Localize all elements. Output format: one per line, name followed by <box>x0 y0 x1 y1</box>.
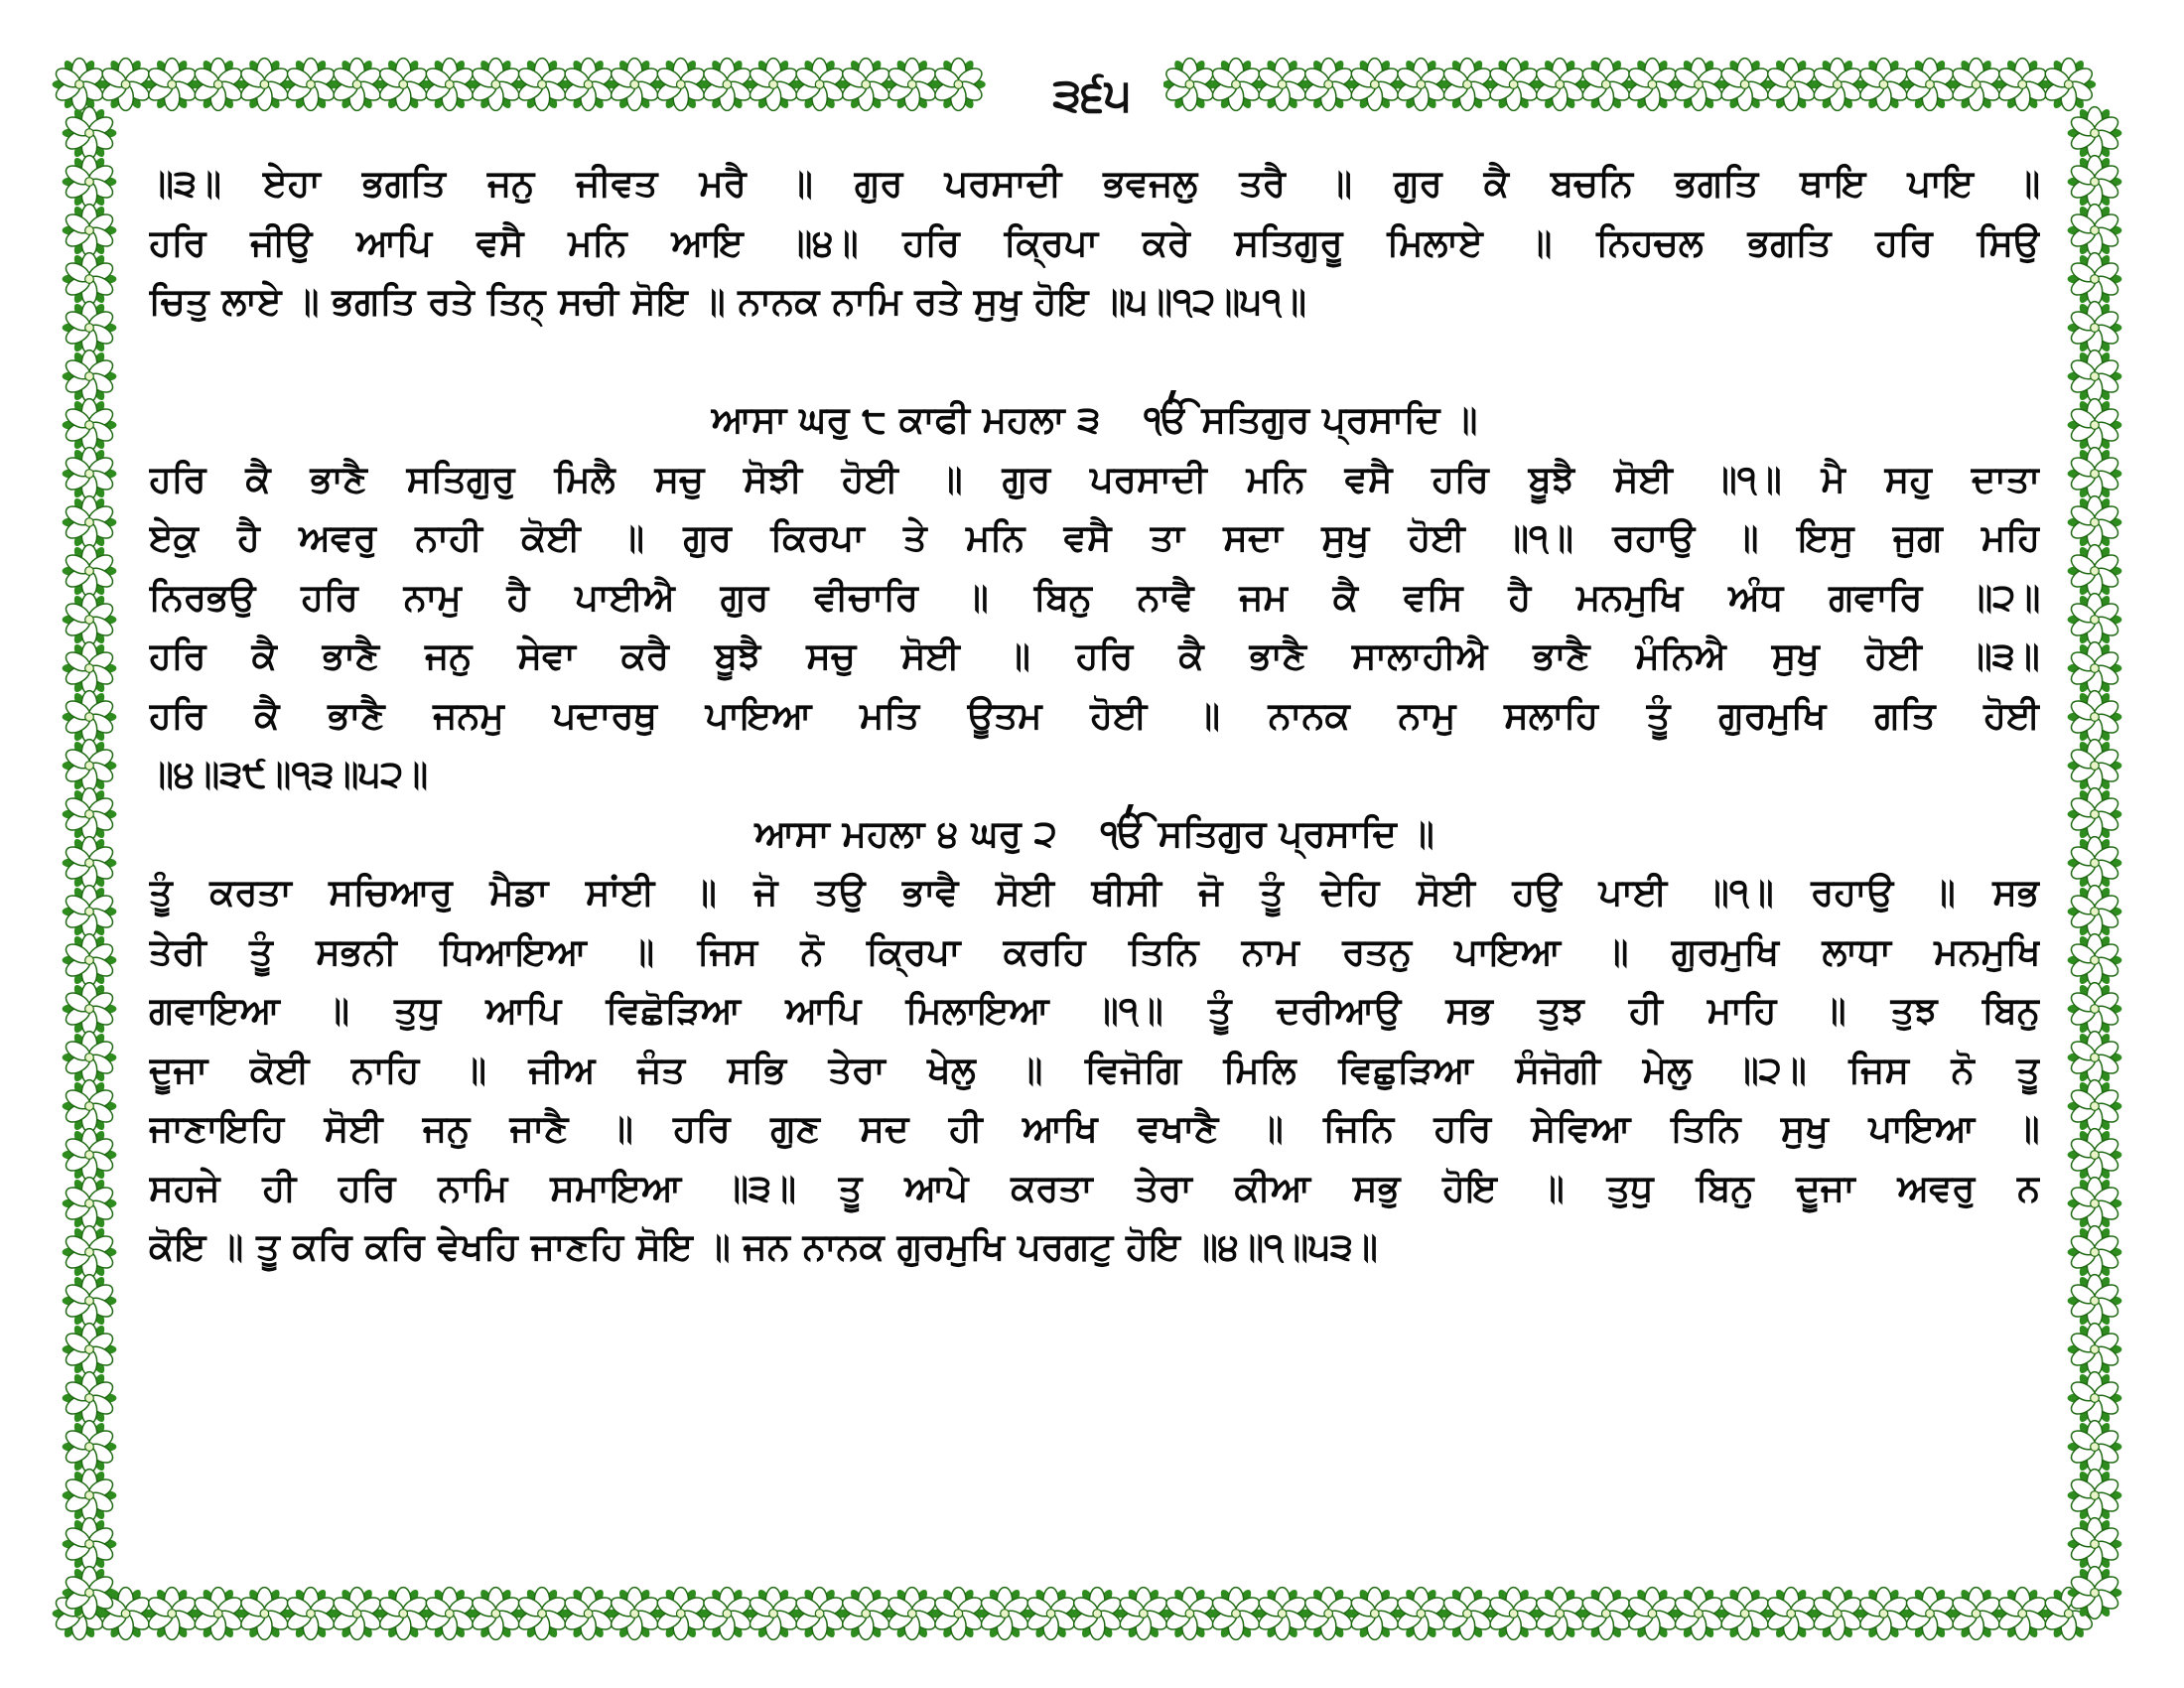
flower-ornament <box>63 1324 117 1376</box>
flower-ornament <box>63 788 117 841</box>
flower-ornament <box>747 1588 801 1640</box>
verse-line: ॥੩॥ ਏਹਾ ਭਗਤਿ ਜਨੁ ਜੀਵਤ ਮਰੈ ॥ ਗੁਰ ਪਰਸਾਦੀ ਭਵਜਲੁ ਤਰੈ ॥ ਗੁਰ ਕੈ ਬਚਨਿ ਭਗਤਿ ਥਾਇ ਪਾਇ ॥ <box>149 162 2040 205</box>
flower-ornament <box>63 1129 117 1182</box>
flower-ornament <box>376 59 431 111</box>
flower-ornament <box>1255 1588 1309 1640</box>
flower-ornament <box>1394 59 1448 111</box>
flower-ornament <box>63 1372 117 1425</box>
flower-ornament <box>2068 1275 2122 1328</box>
flower-ornament <box>2068 1178 2122 1230</box>
flower-ornament <box>2068 351 2122 403</box>
flower-ornament <box>2068 399 2122 452</box>
flower-ornament <box>2068 642 2122 695</box>
flower-ornament <box>792 59 847 111</box>
flower-ornament <box>63 107 117 160</box>
flower-ornament <box>931 1588 986 1640</box>
flower-ornament <box>653 59 708 111</box>
flower-ornament <box>145 1588 200 1640</box>
flower-ornament <box>2068 448 2122 500</box>
flower-ornament <box>469 1588 523 1640</box>
flower-ornament <box>1070 1588 1125 1640</box>
flower-ornament <box>1903 59 1958 111</box>
flower-ornament <box>63 594 117 646</box>
flower-ornament <box>515 59 570 111</box>
flower-ornament <box>63 1518 117 1571</box>
flower-ornament <box>63 448 117 500</box>
flower-ornament <box>2068 788 2122 841</box>
flower-ornament <box>885 1588 939 1640</box>
verse-line: ਜਾਣਾਇਹਿ ਸੋਈ ਜਨੁ ਜਾਣੈ ॥ ਹਰਿ ਗੁਣ ਸਦ ਹੀ ਆਖਿ ਵਖਾਣੈ ॥ ਜਿਨਿ ਹਰਿ ਸੇਵਿਆ ਤਿਨਿ ਸੁਖੁ ਪਾਇਆ ॥ <box>149 1107 2040 1150</box>
flower-ornament <box>2068 496 2122 549</box>
flower-ornament <box>63 1470 117 1522</box>
flower-ornament <box>839 59 893 111</box>
verse-line: ਕੋਇ ॥ ਤੂ ਕਰਿ ਕਰਿ ਵੇਖਹਿ ਜਾਣਹਿ ਸੋਇ ॥ ਜਨ ਨਾਨਕ ਗੁਰਮੁਖਿ ਪਰਗਟੁ ਹੋਇ ॥੪॥੧॥੫੩॥ <box>149 1225 1378 1268</box>
flower-ornament <box>1347 1588 1402 1640</box>
flower-ornament <box>2068 1470 2122 1522</box>
flower-ornament <box>2068 205 2122 257</box>
flower-ornament <box>2068 1372 2122 1425</box>
flower-ornament <box>1255 59 1309 111</box>
flower-ornament <box>284 59 339 111</box>
flower-ornament <box>237 1588 292 1640</box>
flower-ornament <box>700 59 754 111</box>
flower-ornament <box>1578 1588 1633 1640</box>
flower-ornament <box>1486 1588 1541 1640</box>
flower-ornament <box>2068 886 2122 938</box>
verse-text <box>149 154 2040 1277</box>
flower-ornament <box>63 1421 117 1474</box>
flower-ornament <box>1856 1588 1911 1640</box>
flower-ornament <box>63 642 117 695</box>
flower-ornament <box>63 1275 117 1328</box>
flower-ornament <box>63 253 117 306</box>
flower-ornament <box>608 1588 662 1640</box>
verse-line: ਹਰਿ ਕੈ ਭਾਣੈ ਜਨਮੁ ਪਦਾਰਥੁ ਪਾਇਆ ਮਤਿ ਊਤਮ ਹੋਈ ॥ ਨਾਨਕ ਨਾਮੁ ਸਲਾਹਿ ਤੂੰ ਗੁਰਮੁਖਿ ਗਤਿ ਹੋਈ <box>149 693 2040 737</box>
flower-ornament <box>1717 59 1772 111</box>
flower-ornament <box>63 351 117 403</box>
flower-ornament <box>376 1588 431 1640</box>
flower-ornament <box>284 1588 339 1640</box>
heading-title: ਆਸਾ ਮਹਲਾ ੪ ਘਰੁ ੨ <box>754 811 1057 855</box>
flower-ornament <box>63 1178 117 1230</box>
flower-ornament <box>2068 1080 2122 1133</box>
verse-line: ਤੇਰੀ ਤੂੰ ਸਭਨੀ ਧਿਆਇਆ ॥ ਜਿਸ ਨੋ ਕ੍ਰਿਪਾ ਕਰਹਿ ਤਿਨਿ ਨਾਮ ਰਤਨੁ ਪਾਇਆ ॥ ਗੁਰਮੁਖਿ ਲਾਧਾ ਮਨਮੁਖਿ <box>149 929 2040 973</box>
invocation <box>1144 390 1477 450</box>
flower-ornament <box>422 59 477 111</box>
flower-ornament <box>1533 59 1587 111</box>
flower-ornament <box>1903 1588 1958 1640</box>
flower-ornament <box>1578 59 1633 111</box>
invocation-text: ੴ ਸਤਿਗੁਰ ਪ੍ਰਸਾਦਿ ॥ <box>1100 811 1434 855</box>
flower-ornament <box>63 545 117 598</box>
flower-ornament <box>1810 59 1864 111</box>
flower-ornament <box>2068 302 2122 354</box>
flower-ornament <box>561 59 615 111</box>
flower-ornament <box>63 740 117 792</box>
verse-line: ਏਕੁ ਹੈ ਅਵਰੁ ਨਾਹੀ ਕੋਈ ॥ ਗੁਰ ਕਿਰਪਾ ਤੇ ਮਨਿ ਵਸੈ ਤਾ ਸਦਾ ਸੁਖੁ ਹੋਈ ॥੧॥ ਰਹਾਉ ॥ ਇਸੁ ਜੁਗ ਮਹਿ <box>149 516 2040 559</box>
verse-line: ਹਰਿ ਕੈ ਭਾਣੈ ਜਨੁ ਸੇਵਾ ਕਰੈ ਬੂਝੈ ਸਚੁ ਸੋਈ ॥ ਹਰਿ ਕੈ ਭਾਣੈ ਸਾਲਾਹੀਐ ਭਾਣੈ ਮੰਨਿਐ ਸੁਖੁ ਹੋਈ ॥੩॥ <box>149 634 2040 677</box>
flower-ornament <box>2068 253 2122 306</box>
flower-ornament <box>2068 837 2122 890</box>
flower-ornament <box>2068 1226 2122 1279</box>
flower-ornament <box>1995 1588 2050 1640</box>
flower-ornament <box>63 934 117 987</box>
section-heading <box>149 390 2040 450</box>
verse-line: ਚਿਤੁ ਲਾਏ ॥ ਭਗਤਿ ਰਤੇ ਤਿਨ੍ ਸਚੀ ਸੋਇ ॥ ਨਾਨਕ ਨਾਮਿ ਰਤੇ ਸੁਖੁ ਹੋਇ ॥੫॥੧੨॥੫੧॥ <box>149 280 1306 323</box>
flower-ornament <box>63 399 117 452</box>
verse-line: ਸਹਜੇ ਹੀ ਹਰਿ ਨਾਮਿ ਸਮਾਇਆ ॥੩॥ ਤੂ ਆਪੇ ਕਰਤਾ ਤੇਰਾ ਕੀਆ ਸਭੁ ਹੋਇ ॥ ਤੁਧੁ ਬਿਨੁ ਦੂਜਾ ਅਵਰੁ ਨ <box>149 1166 2040 1209</box>
flower-ornament <box>145 59 200 111</box>
flower-ornament <box>1440 59 1495 111</box>
verse-line: ਦੂਜਾ ਕੋਈ ਨਾਹਿ ॥ ਜੀਅ ਜੰਤ ਸਭਿ ਤੇਰਾ ਖੇਲੁ ॥ ਵਿਜੋਗਿ ਮਿਲਿ ਵਿਛੁੜਿਆ ਸੰਜੋਗੀ ਮੇਲੁ ॥੨॥ ਜਿਸ ਨੋ ਤੂ <box>149 1048 2040 1091</box>
flower-ornament <box>1301 1588 1356 1640</box>
flower-ornament <box>2068 1324 2122 1376</box>
flower-ornament <box>2068 594 2122 646</box>
flower-ornament <box>561 1588 615 1640</box>
flower-ornament <box>700 1588 754 1640</box>
flower-ornament <box>653 1588 708 1640</box>
flower-ornament <box>422 1588 477 1640</box>
flower-ornament <box>978 1588 1032 1640</box>
flower-ornament <box>1162 1588 1217 1640</box>
flower-ornament <box>63 886 117 938</box>
flower-ornament <box>1625 59 1680 111</box>
flower-ornament <box>515 1588 570 1640</box>
flower-ornament <box>1995 59 2050 111</box>
flower-ornament <box>1486 59 1541 111</box>
flower-ornament <box>1717 1588 1772 1640</box>
ikonkar-arc-icon <box>1163 390 1283 408</box>
flower-ornament <box>63 205 117 257</box>
flower-ornament <box>1949 59 2003 111</box>
flower-ornament <box>1764 1588 1819 1640</box>
flower-ornament <box>2068 934 2122 987</box>
flower-ornament <box>608 59 662 111</box>
flower-ornament <box>2068 107 2122 160</box>
page-number: ੩੬੫ <box>1052 68 1132 121</box>
flower-ornament <box>98 59 153 111</box>
flower-ornament <box>1856 59 1911 111</box>
flower-ornament <box>747 59 801 111</box>
flower-ornament <box>1116 1588 1170 1640</box>
flower-ornament <box>2068 983 2122 1036</box>
flower-ornament <box>330 59 384 111</box>
flower-ornament <box>2068 1032 2122 1084</box>
page-number-box <box>1021 62 1163 129</box>
heading-title: ਆਸਾ ਘਰੁ ੮ ਕਾਫੀ ਮਹਲਾ ੩ <box>711 398 1101 441</box>
flower-ornament <box>2068 1421 2122 1474</box>
flower-ornament <box>1672 1588 1726 1640</box>
flower-ornament <box>1672 59 1726 111</box>
flower-ornament <box>63 1080 117 1133</box>
flower-ornament <box>1209 59 1264 111</box>
flower-ornament <box>469 59 523 111</box>
flower-ornament <box>1301 59 1356 111</box>
flower-ornament <box>2068 545 2122 598</box>
flower-ornament <box>1209 1588 1264 1640</box>
flower-ornament <box>63 691 117 744</box>
invocation-text: ੴ ਸਤਿਗੁਰ ਪ੍ਰਸਾਦਿ ॥ <box>1144 398 1478 441</box>
flower-ornament <box>1625 1588 1680 1640</box>
flower-ornament <box>1764 59 1819 111</box>
flower-ornament <box>839 1588 893 1640</box>
flower-ornament <box>2068 1129 2122 1182</box>
flower-ornament <box>237 59 292 111</box>
flower-ornament <box>1347 59 1402 111</box>
flower-ornament <box>63 1226 117 1279</box>
flower-ornament <box>2068 740 2122 792</box>
flower-ornament <box>2068 156 2122 209</box>
flower-ornament <box>1024 1588 1078 1640</box>
verse-line: ਤੂੰ ਕਰਤਾ ਸਚਿਆਰੁ ਮੈਡਾ ਸਾਂਈ ॥ ਜੋ ਤਉ ਭਾਵੈ ਸੋਈ ਥੀਸੀ ਜੋ ਤੂੰ ਦੇਹਿ ਸੋਈ ਹਉ ਪਾਈ ॥੧॥ ਰਹਾਉ ॥ ਸਭ <box>149 871 2040 914</box>
invocation <box>1101 804 1434 864</box>
flower-ornament <box>63 1032 117 1084</box>
flower-ornament <box>63 156 117 209</box>
flower-ornament <box>2068 691 2122 744</box>
flower-ornament <box>1949 1588 2003 1640</box>
flower-ornament <box>63 837 117 890</box>
flower-ornament <box>191 59 245 111</box>
flower-ornament <box>63 302 117 354</box>
flower-ornament <box>330 1588 384 1640</box>
flower-ornament <box>885 59 939 111</box>
flower-ornament <box>1810 1588 1864 1640</box>
blank-line <box>149 332 2040 391</box>
ikonkar-arc-icon <box>1121 804 1240 822</box>
flower-ornament <box>792 1588 847 1640</box>
flower-ornament <box>1440 1588 1495 1640</box>
flower-ornament <box>63 496 117 549</box>
flower-ornament <box>1533 1588 1587 1640</box>
verse-line: ਹਰਿ ਜੀਉ ਆਪਿ ਵਸੈ ਮਨਿ ਆਇ ॥੪॥ ਹਰਿ ਕ੍ਰਿਪਾ ਕਰੇ ਸਤਿਗੁਰੂ ਮਿਲਾਏ ॥ ਨਿਹਚਲ ਭਗਤਿ ਹਰਿ ਸਿਉ <box>149 220 2040 264</box>
verse-line: ਹਰਿ ਕੈ ਭਾਣੈ ਸਤਿਗੁਰੁ ਮਿਲੈ ਸਚੁ ਸੋਝੀ ਹੋਈ ॥ ਗੁਰ ਪਰਸਾਦੀ ਮਨਿ ਵਸੈ ਹਰਿ ਬੂਝੈ ਸੋਈ ॥੧॥ ਮੈ ਸਹੁ ਦਾਤਾ <box>149 457 2040 500</box>
flower-ornament <box>2068 1518 2122 1571</box>
flower-ornament <box>53 59 107 111</box>
verse-line: ਨਿਰਭਉ ਹਰਿ ਨਾਮੁ ਹੈ ਪਾਈਐ ਗੁਰ ਵੀਚਾਰਿ ॥ ਬਿਨੁ ਨਾਵੈ ਜਮ ਕੈ ਵਸਿ ਹੈ ਮਨਮੁਖਿ ਅੰਧ ਗਵਾਰਿ ॥੨॥ <box>149 575 2040 619</box>
flower-ornament <box>1394 1588 1448 1640</box>
flower-ornament <box>1162 59 1217 111</box>
section-heading <box>149 804 2040 864</box>
verse-line: ॥੪॥੩੯॥੧੩॥੫੨॥ <box>149 753 429 795</box>
flower-ornament <box>2041 59 2096 111</box>
verse-line: ਗਵਾਇਆ ॥ ਤੁਧੁ ਆਪਿ ਵਿਛੋੜਿਆ ਆਪਿ ਮਿਲਾਇਆ ॥੧॥ ਤੂੰ ਦਰੀਆਉ ਸਭ ਤੁਝ ਹੀ ਮਾਹਿ ॥ ਤੁਝ ਬਿਨੁ <box>149 989 2040 1032</box>
flower-ornament <box>63 983 117 1036</box>
flower-ornament <box>191 1588 245 1640</box>
flower-ornament <box>931 59 986 111</box>
